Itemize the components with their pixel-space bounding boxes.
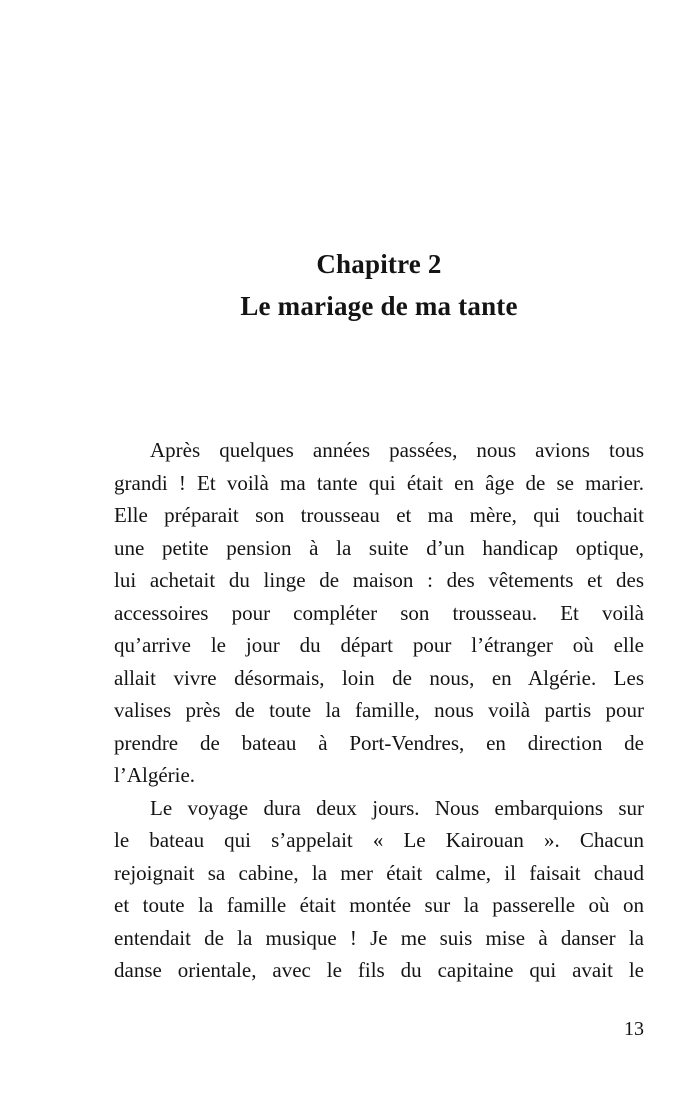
- body-text: [114, 434, 644, 987]
- chapter-number: Chapitre 2: [316, 249, 442, 279]
- text-line: l’Algérie.: [114, 763, 196, 787]
- text-line: lui achetait du linge de maison : des vêtements et des: [114, 568, 644, 592]
- text-line: qu’arrive le jour du départ pour l’étranger où elle: [114, 633, 644, 657]
- text-line: allait vivre désormais, loin de nous, en Algérie. Les: [114, 665, 644, 690]
- chapter-heading: [114, 243, 644, 327]
- text-line: prendre de bateau à Port-Vendres, en direction de: [114, 730, 644, 755]
- text-block: [0, 243, 700, 1043]
- text-line: Après quelques années passées, nous avions tous: [150, 438, 644, 462]
- text-line: grandi ! Et voilà ma tante qui était en âge de se marier.: [114, 470, 644, 495]
- text-line: Le voyage dura deux jours. Nous embarquions sur: [150, 795, 644, 820]
- text-line: danse orientale, avec le fils du capitaine qui avait le: [114, 958, 644, 982]
- text-line: le bateau qui s’appelait « Le Kairouan ». Chacun: [114, 828, 644, 852]
- chapter-title: Le mariage de ma tante: [240, 291, 518, 321]
- text-line: entendait de la musique ! Je me suis mise à danser la: [114, 925, 644, 950]
- text-line: Elle préparait son trousseau et ma mère, qui touchait: [114, 503, 644, 527]
- text-line: valises près de toute la famille, nous voilà partis pour: [114, 698, 644, 722]
- text-line: une petite pension à la suite d’un handicap optique,: [114, 535, 644, 560]
- text-line: rejoignait sa cabine, la mer était calme, il faisait chaud: [114, 860, 644, 885]
- text-line: accessoires pour compléter son trousseau. Et voilà: [114, 600, 644, 625]
- text-line: et toute la famille était montée sur la passerelle où on: [114, 893, 644, 917]
- page-number: 13: [624, 1017, 644, 1040]
